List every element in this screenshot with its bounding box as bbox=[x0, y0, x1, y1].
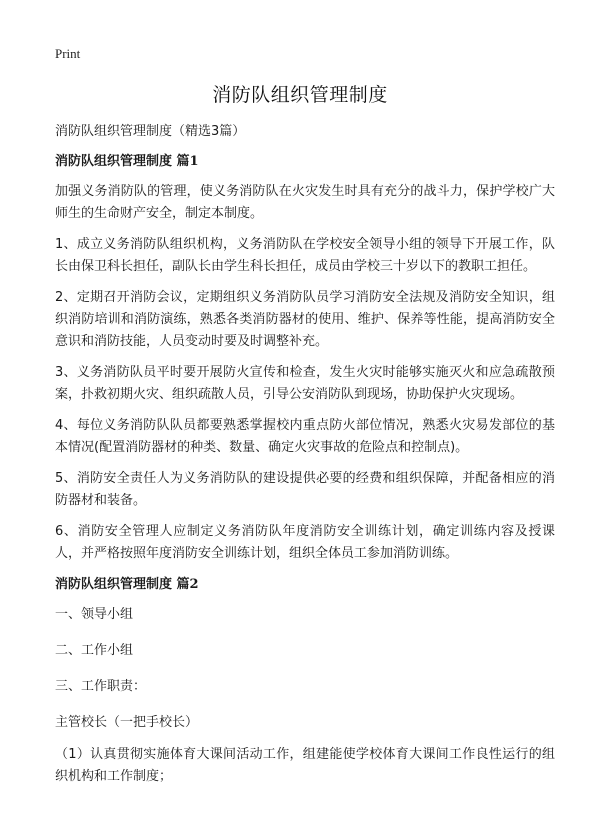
paragraph: 加强义务消防队的管理，使义务消防队在火灾发生时具有充分的战斗力，保护学校广大师生的生命财产安全，制定本制度。 bbox=[55, 184, 555, 221]
list-item: 一、领导小组 bbox=[55, 607, 134, 622]
paragraph: 6、消防安全管理人应制定义务消防队年度消防安全训练计划，确定训练内容及授课人，并严格按照年度消防安全训练计划，组织全体员工参加消防训练。 bbox=[55, 524, 555, 561]
paragraph: 4、每位义务消防队队员都要熟悉掌握校内重点防火部位情况，熟悉火灾易发部位的基本情况(配置消防器材的种类、数量、确定火灾事故的危险点和控制点)。 bbox=[55, 418, 555, 455]
paragraph: 5、消防安全责任人为义务消防队的建设提供必要的经费和组织保障，并配备相应的消防器材和装备。 bbox=[55, 471, 555, 508]
document-subtitle: 消防队组织管理制度（精选3篇） bbox=[55, 124, 246, 139]
list-item: 三、工作职责： bbox=[55, 679, 147, 694]
document-body bbox=[55, 121, 555, 797]
paragraph: 1、成立义务消防队组织机构，义务消防队在学校安全领导小组的领导下开展工作，队长由保卫科长担任，副队长由学生科长担任，成员由学校三十岁以下的教职工担任。 bbox=[55, 237, 555, 274]
list-item: 主管校长（一把手校长） bbox=[55, 715, 199, 730]
paragraph: （1）认真贯彻实施体育大课间活动工作，组建能使学校体育大课间工作良性运行的组织机构和工作制度； bbox=[55, 747, 555, 784]
paragraph: 2、定期召开消防会议，定期组织义务消防队员学习消防安全法规及消防安全知识，组织消防培训和消防演练，熟悉各类消防器材的使用、维护、保养等性能，提高消防安全意识和消防技能，人员变动时要及时调整补充。 bbox=[55, 290, 555, 349]
section-heading-1: 消防队组织管理制度 篇1 bbox=[55, 154, 199, 169]
section-heading-2: 消防队组织管理制度 篇2 bbox=[55, 577, 199, 592]
page-title: 消防队组织管理制度 bbox=[212, 84, 388, 106]
list-item: 二、工作小组 bbox=[55, 643, 134, 658]
print-label: Print bbox=[55, 46, 81, 61]
paragraph: 3、义务消防队员平时要开展防火宣传和检查，发生火灾时能够实施灭火和应急疏散预案，扑救初期火灾、组织疏散人员，引导公安消防队到现场，协助保护火灾现场。 bbox=[55, 365, 555, 402]
